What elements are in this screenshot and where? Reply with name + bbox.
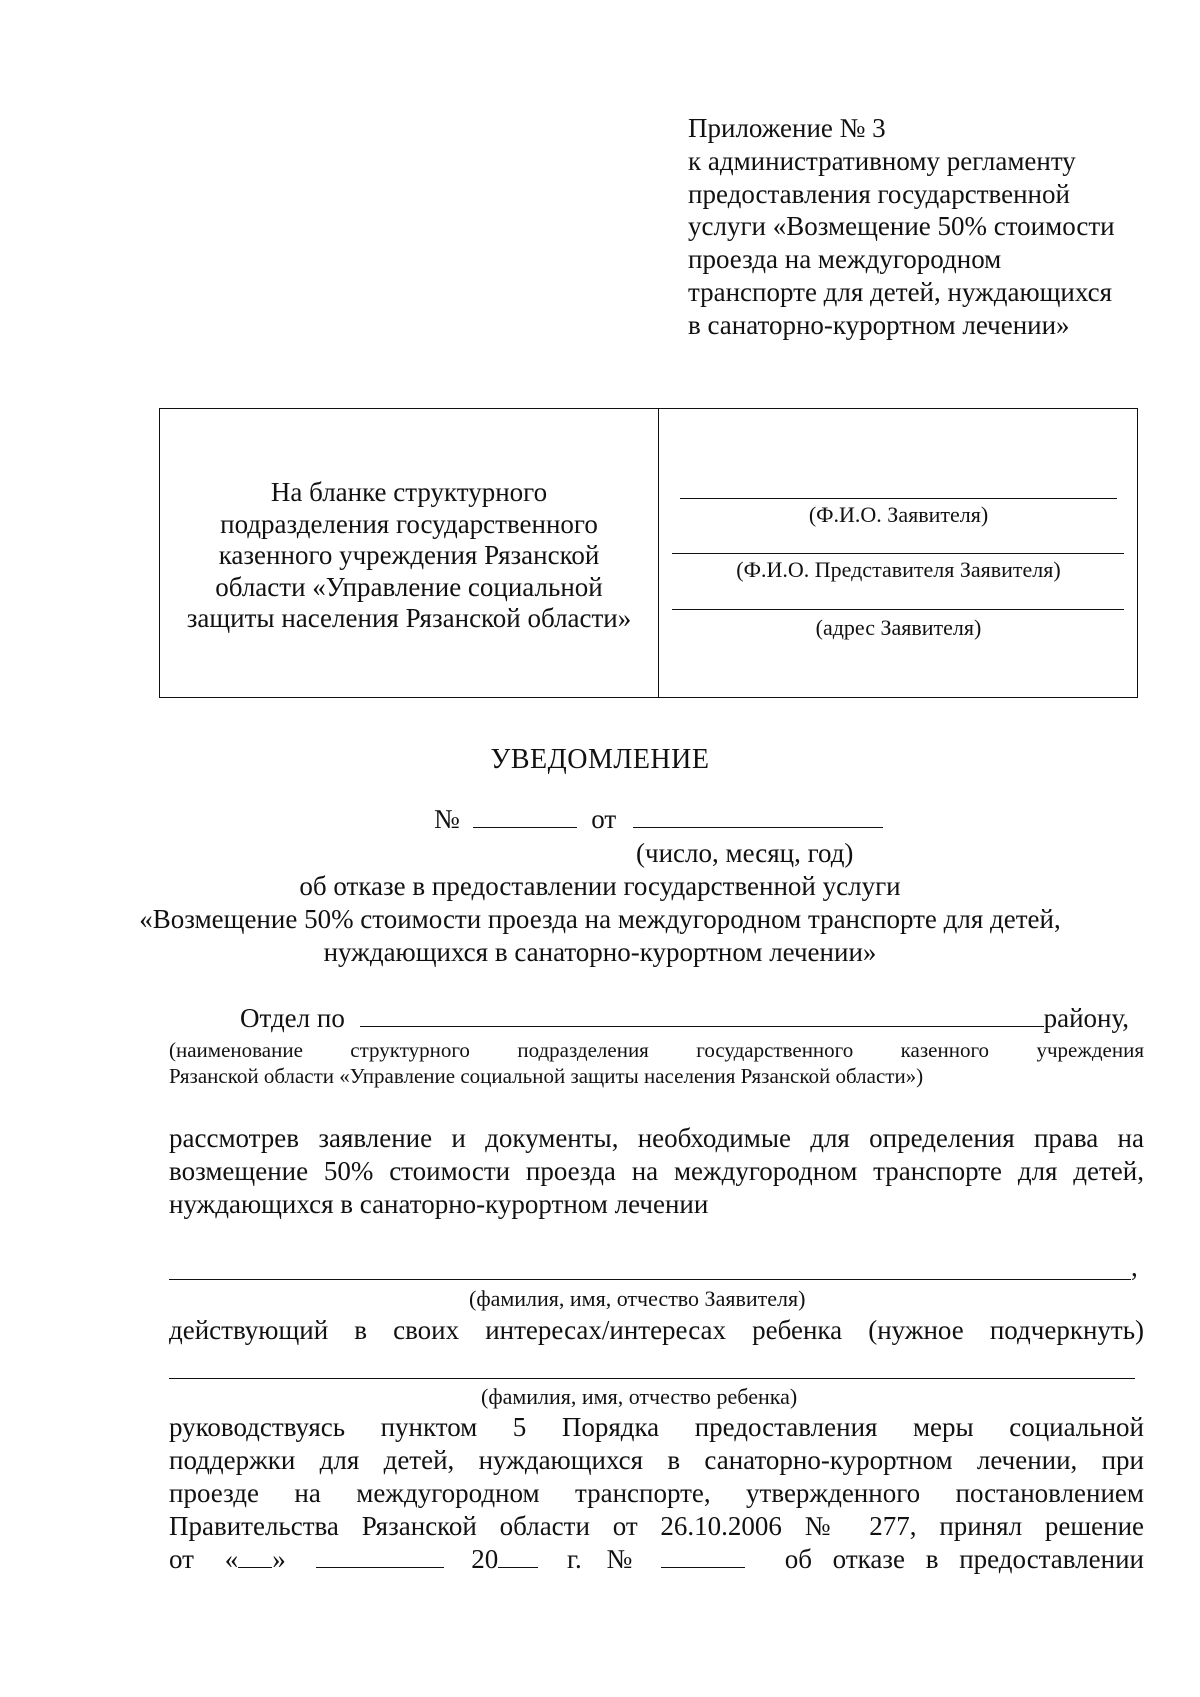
decision-day-field[interactable] [238, 1567, 272, 1568]
body-line: рассмотрев заявление и документы, необходимые для определения права на [169, 1123, 1144, 1153]
body-line: нуждающихся в санаторно-курортном лечении [169, 1189, 709, 1219]
department-prefix: Отдел по [240, 1003, 345, 1033]
decision-row [169, 1544, 1144, 1575]
decision-from-word: от [169, 1544, 194, 1574]
notice-number-field[interactable] [473, 827, 577, 828]
appendix-line: к административному регламенту [688, 145, 1076, 176]
applicant-full-name-caption: (фамилия, имя, отчество Заявителя) [469, 1286, 806, 1311]
number-sign: № [434, 804, 460, 834]
letterhead-line: На бланке структурного [270, 477, 548, 507]
decision-tail: об отказе в предоставлении [784, 1544, 1144, 1574]
letterhead-line: защиты населения Рязанской области» [186, 603, 632, 633]
department-row [240, 1003, 1129, 1034]
letterhead-line: подразделения государственного [220, 508, 598, 539]
body-line: возмещение 50% стоимости проезда на междугородном транспорте для детей, [169, 1156, 1144, 1186]
appendix-line: транспорте для детей, нуждающихся [688, 276, 1113, 307]
close-quote: » [272, 1544, 286, 1574]
appendix-line: в санаторно-курортном лечении» [688, 309, 1070, 340]
representative-name-field[interactable] [672, 553, 1124, 554]
from-word: от [591, 804, 617, 834]
applicant-full-name-field[interactable] [169, 1279, 1131, 1280]
department-caption-line: (наименование структурного подразделения государственного казенного учреждения [169, 1038, 1144, 1062]
decision-number-field[interactable] [661, 1567, 745, 1568]
applicant-address-field[interactable] [672, 609, 1124, 610]
letterhead-line: казенного учреждения Рязанской [218, 540, 600, 570]
notice-title: УВЕДОМЛЕНИЕ [490, 744, 710, 775]
appendix-block [688, 112, 1148, 342]
box-divider [658, 409, 659, 697]
notice-number-row [434, 804, 883, 835]
child-full-name-caption: (фамилия, имя, отчество ребенка) [481, 1384, 798, 1409]
body-line: поддержки для детей, нуждающихся в санаторно-курортном лечении, при [169, 1445, 1144, 1475]
year-suffix: г. [566, 1544, 582, 1574]
appendix-line: предоставления государственной [688, 178, 1070, 209]
appendix-line: проезда на междугородном [688, 244, 1002, 275]
letterhead-note [160, 477, 658, 635]
body-line: руководствуясь пунктом 5 Порядка предоставления меры социальной [169, 1412, 1144, 1442]
date-caption: (число, месяц, год) [636, 838, 854, 868]
open-quote: « [224, 1544, 239, 1574]
notice-date-field[interactable] [633, 827, 883, 828]
appendix-line: Приложение № 3 [688, 113, 886, 143]
applicant-address-caption: (адрес Заявителя) [815, 615, 982, 640]
notice-subject-line: «Возмещение 50% стоимости проезда на междугородном транспорте для детей, [139, 904, 1061, 934]
decision-number-sign: № [606, 1544, 633, 1574]
applicant-name-caption: (Ф.И.О. Заявителя) [808, 502, 989, 527]
applicant-comma: , [1131, 1252, 1138, 1282]
child-full-name-field[interactable] [169, 1378, 1135, 1379]
notice-subject-line: об отказе в предоставлении государственной услуги [299, 871, 901, 901]
body-line: Правительства Рязанской области от 26.10.2006 № 277, принял решение [169, 1511, 1144, 1541]
body-line: проезде на междугородном транспорте, утвержденного постановлением [169, 1478, 1144, 1508]
acting-line: действующий в своих интересах/интересах ребенка (нужное подчеркнуть) [169, 1315, 1144, 1345]
department-name-field[interactable] [360, 1026, 1044, 1027]
appendix-line: услуги «Возмещение 50% стоимости [688, 211, 1115, 242]
header-box [159, 408, 1138, 698]
notice-subject-line: нуждающихся в санаторно-курортном лечении» [323, 937, 877, 967]
department-caption-line: Рязанской области «Управление социальной защиты населения Рязанской области») [169, 1064, 924, 1088]
department-suffix: району, [1043, 1003, 1130, 1033]
decision-month-field[interactable] [316, 1567, 444, 1568]
representative-name-caption: (Ф.И.О. Представителя Заявителя) [736, 557, 1061, 582]
letterhead-line: области «Управление социальной [215, 571, 603, 602]
year-prefix: 20 [471, 1544, 499, 1574]
decision-year-field[interactable] [498, 1567, 538, 1568]
applicant-name-field[interactable] [680, 498, 1117, 499]
